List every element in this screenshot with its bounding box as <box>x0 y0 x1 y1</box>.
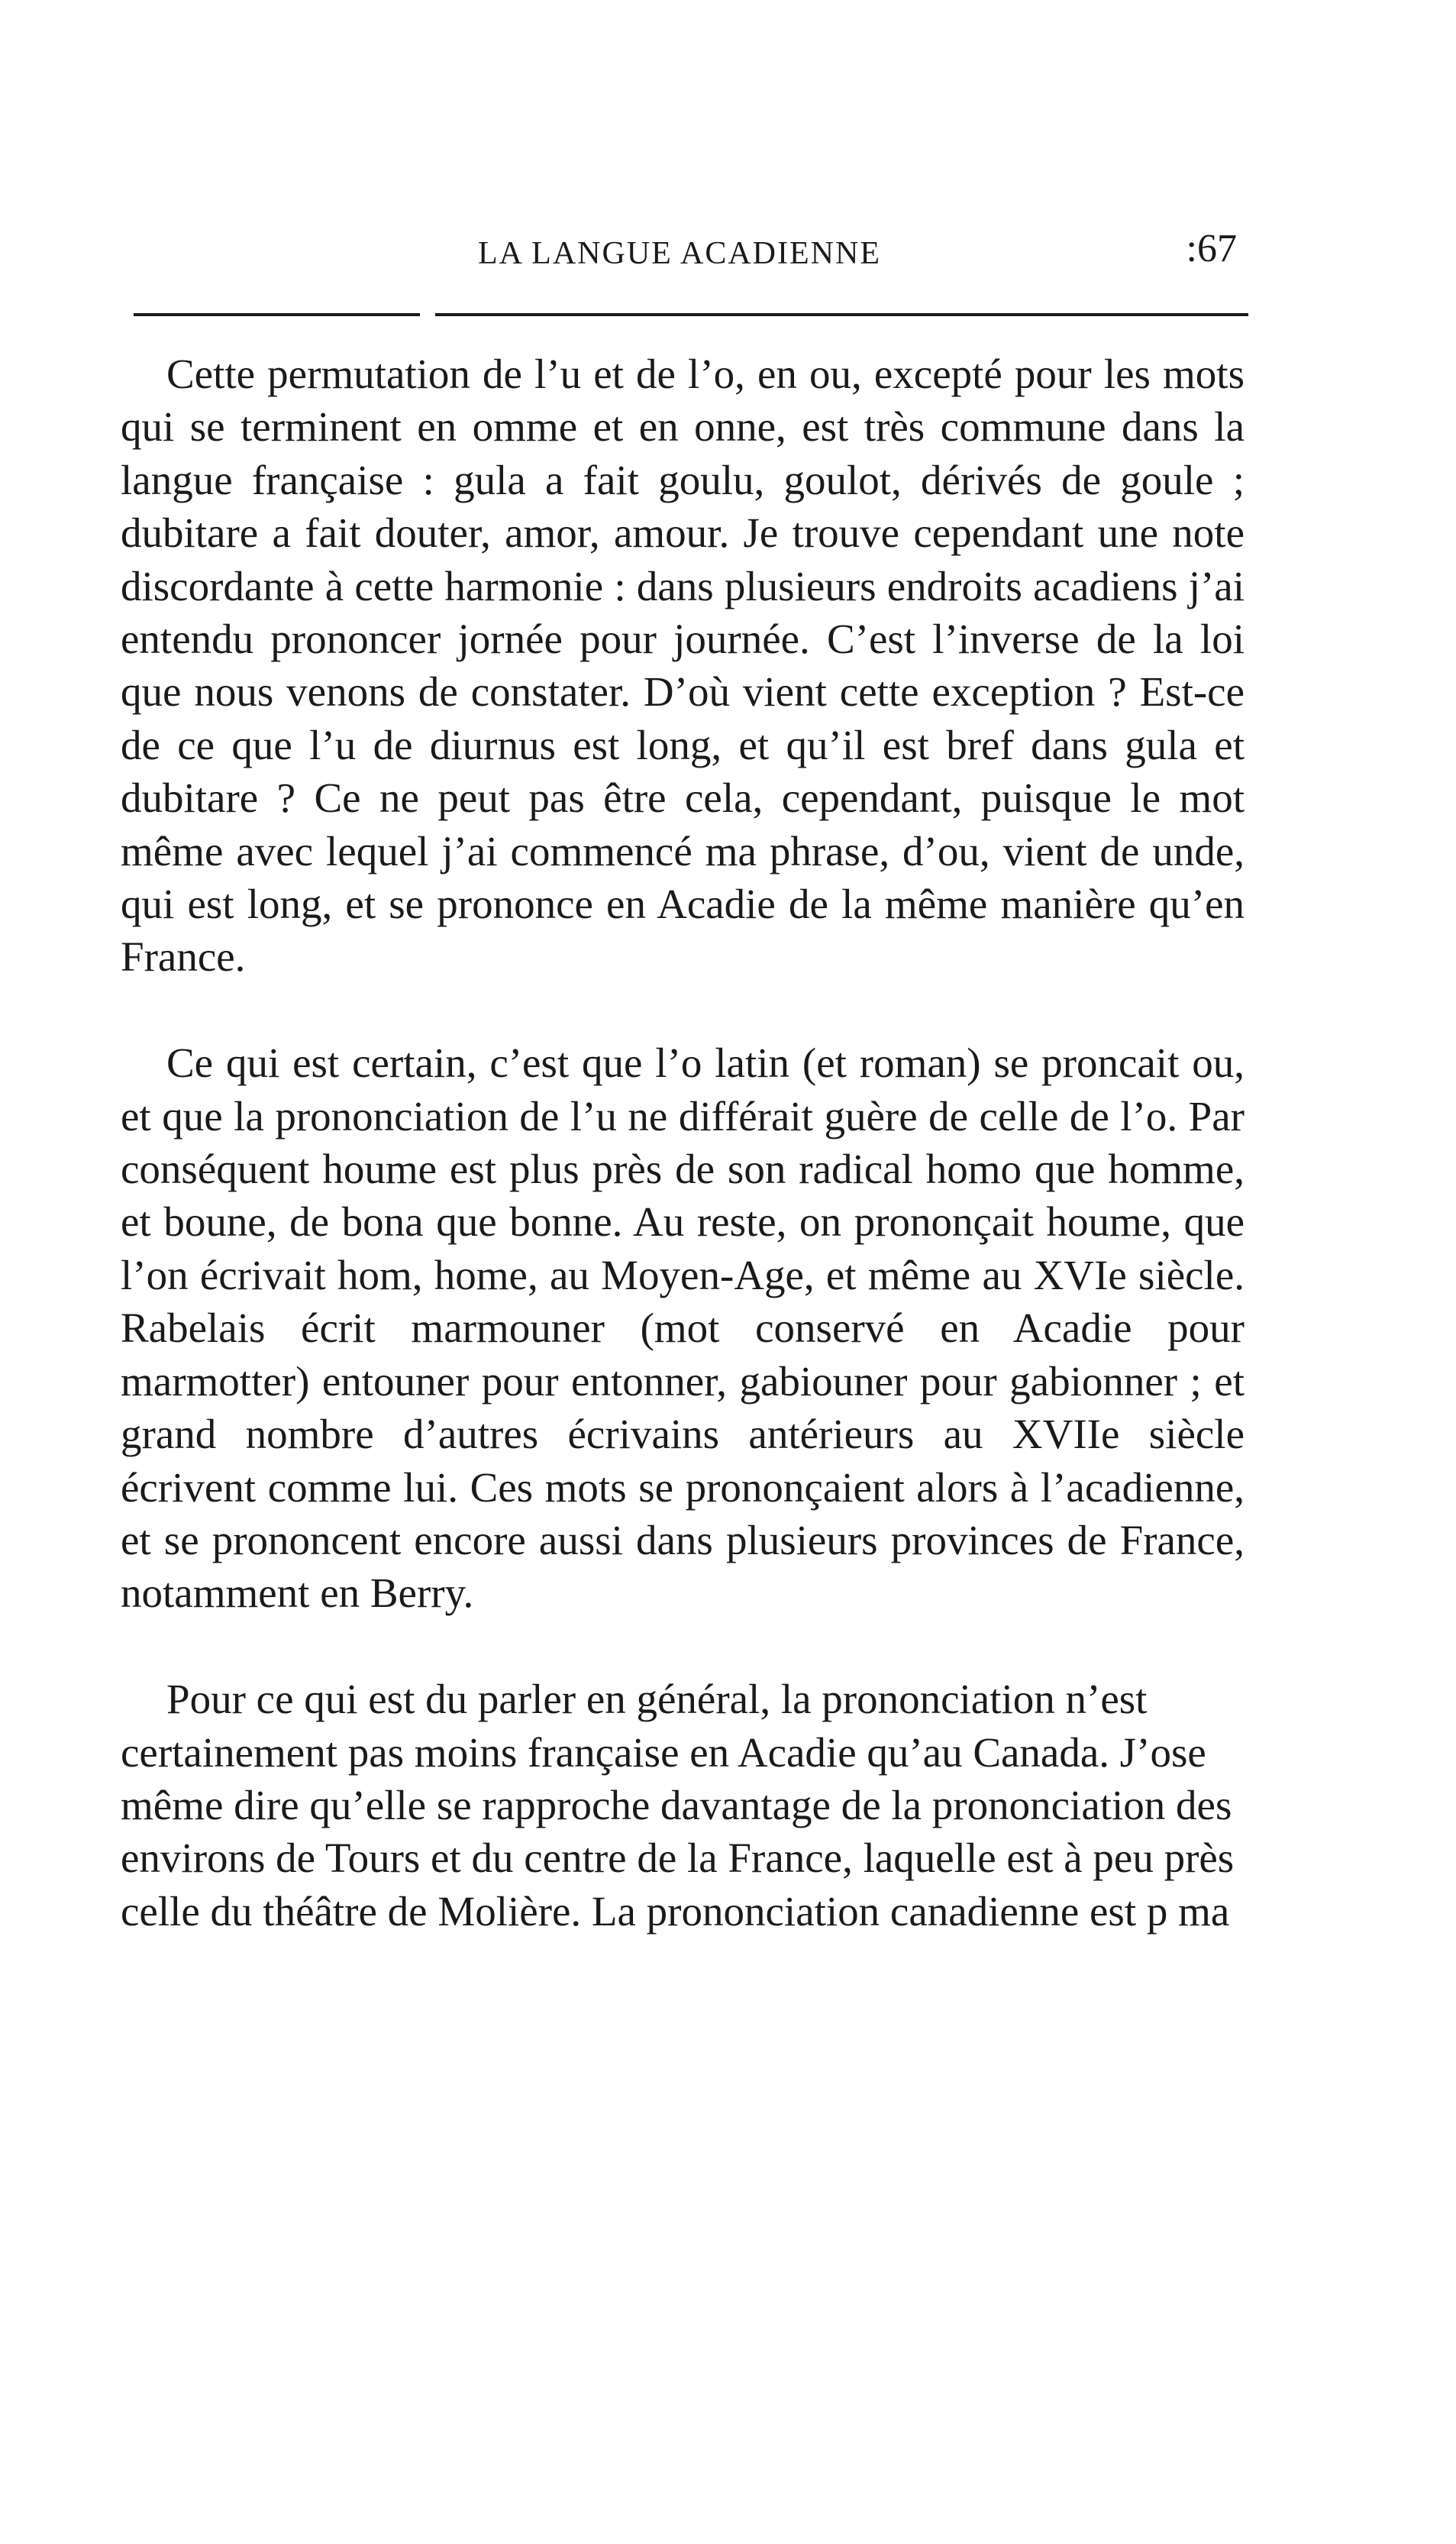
paragraph-3: Pour ce qui est du parler en général, la prononciation n’est certainement pas moins française en Acadie qu’au Canada. J’ose même dire qu’elle se rapproche davantage de la prononciation des environs de Tours et du centre de la France, laquelle est à peu près celle du théâtre de Molière. La prononciation canadienne est p ma <box>121 1676 1235 1935</box>
body-text <box>121 347 1245 1938</box>
paragraph-2: Ce qui est certain, c’est que l’o latin (et roman) se proncait ou, et que la prononciation de l’u ne différait guère de celle de l’o. Par conséquent houme est plus près de son radical homo que homme, et boune, de bona que bonne. Au reste, on prononçait houme, que l’on écrivait hom, home, au Moyen-Age, et même au XVIe siècle. Rabelais écrit marmouner (mot conservé en Acadie pour marmotter) entouner pour entonner, gabiouner pour gabionner ; et grand nombre d’autres écrivains antérieurs au XVIIe siècle écrivent comme lui. Ces mots se prononçaient alors à l’acadienne, et se prononcent encore aussi dans plusieurs provinces de France, notamment en Berry. <box>121 1039 1245 1617</box>
header-rule <box>134 313 1248 318</box>
header-rule-left <box>134 313 420 316</box>
running-title: LA LANGUE ACADIENNE <box>478 236 881 271</box>
page-number: :67 <box>1186 227 1237 270</box>
page-header <box>122 221 1237 283</box>
header-rule-right <box>435 313 1248 316</box>
paragraph-1: Cette permutation de l’u et de l’o, en ou, excepté pour les mots qui se terminent en omme et en onne, est très commune dans la langue française : gula a fait goulu, goulot, dérivés de goule ; dubitare a fait douter, amor, amour. Je trouve cependant une note discordante à cette harmonie : dans plusieurs endroits acadiens j’ai entendu prononcer jornée pour journée. C’est l’inverse de la loi que nous venons de constater. D’où vient cette exception ? Est-ce de ce que l’u de diurnus est long, et qu’il est bref dans gula et dubitare ? Ce ne peut pas être cela, cependant, puisque le mot même avec lequel j’ai commencé ma phrase, d’ou, vient de unde, qui est long, et se prononce en Acadie de la même manière qu’en France. <box>121 351 1245 981</box>
